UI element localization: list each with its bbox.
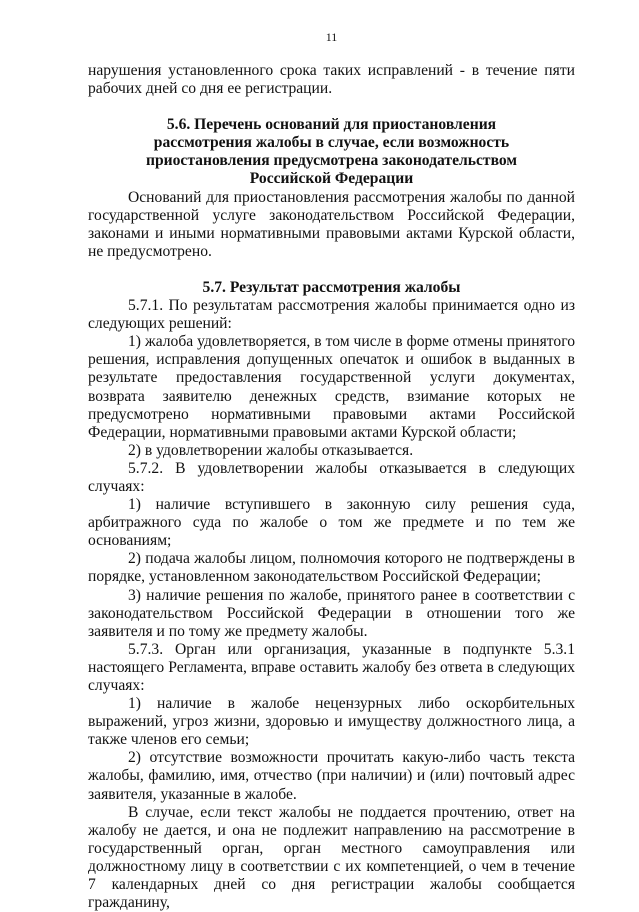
document-page — [88, 30, 575, 912]
paragraph: 5.7.2. В удовлетворении жалобы отказывается в следующих случаях: — [88, 459, 575, 495]
paragraph: 2) отсутствие возможности прочитать какую-либо часть текста жалобы, фамилию, имя, отчество (при наличии) и (или) почтовый адрес заявителя, указанные в жалобе. — [88, 749, 575, 803]
heading-line: приостановления предусмотрена законодательством — [145, 152, 518, 170]
paragraph: 1) наличие в жалобе нецензурных либо оскорбительных выражений, угроз жизни, здоровью и имуществу должностного лица, а также членов его семьи; — [88, 695, 575, 749]
section-5-7-body — [88, 297, 575, 912]
paragraph: 2) подача жалобы лицом, полномочия которого не подтверждены в порядке, установленном законодательством Российской Федерации; — [88, 550, 575, 586]
paragraph: В случае, если текст жалобы не поддается прочтению, ответ на жалобу не дается, и она не подлежит направлению на рассмотрение в государственный орган, орган местного самоуправления или должностному лицу в соответствии с их компетенцией, о чем в течение 7 календарных дней со дня регистрации жалобы сообщается гражданину, — [88, 803, 575, 912]
paragraph: 1) наличие вступившего в законную силу решения суда, арбитражного суда по жалобе о том же предмете и по тем же основаниям; — [88, 496, 575, 550]
paragraph: 3) наличие решения по жалобе, принятого ранее в соответствии с законодательством Российской Федерации в отношении того же заявителя и по тому же предмету жалобы. — [88, 586, 575, 640]
paragraph: 1) жалоба удовлетворяется, в том числе в форме отмены принятого решения, исправления допущенных опечаток и ошибок в выданных в результате предоставления государственной услуги документах, возврата заявителю денежных средств, взимание которых не предусмотрено нормативными правовыми актами Российской Федерации, нормативными правовыми актами Курской области; — [88, 333, 575, 441]
section-5-6-text: Оснований для приостановления рассмотрения жалобы по данной государственной услуге законодательством Российской Федерации, законами и иными нормативными правовыми актами Курской области, не предусмотрено. — [88, 188, 575, 260]
heading-line: 5.6. Перечень оснований для приостановления — [166, 116, 497, 134]
paragraph: 2) в удовлетворении жалобы отказывается. — [128, 441, 414, 459]
section-5-7-heading: 5.7. Результат рассмотрения жалобы — [202, 278, 461, 296]
paragraph: 5.7.1. По результатам рассмотрения жалобы принимается одно из следующих решений: — [88, 297, 575, 333]
heading-line: рассмотрения жалобы в случае, если возможность — [153, 134, 510, 152]
continuation-paragraph: нарушения установленного срока таких исправлений - в течение пяти рабочих дней со дня ее регистрации. — [88, 62, 575, 98]
page-number: 11 — [325, 30, 338, 44]
heading-line: Российской Федерации — [249, 170, 414, 188]
section-5-6-heading — [88, 116, 575, 188]
paragraph: 5.7.3. Орган или организация, указанные в подпункте 5.3.1 настоящего Регламента, вправе оставить жалобу без ответа в следующих случаях: — [88, 640, 575, 694]
